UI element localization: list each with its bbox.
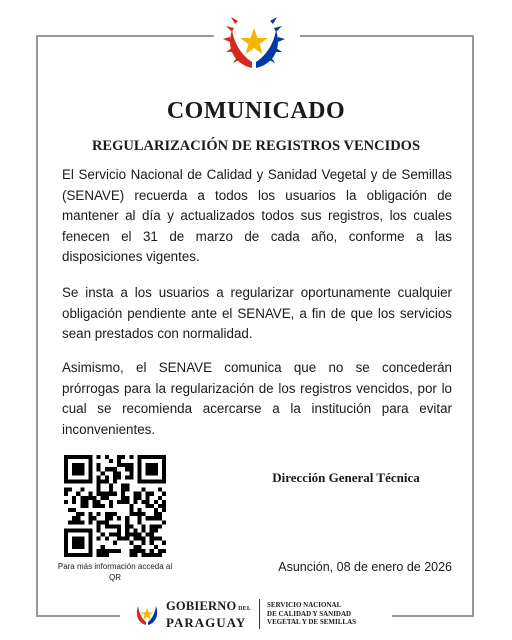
qr-caption: Para más información acceda al QR bbox=[57, 562, 173, 582]
qr-code-icon[interactable] bbox=[64, 455, 166, 557]
page-title: COMUNICADO bbox=[166, 98, 346, 124]
government-emblem-icon bbox=[134, 601, 160, 627]
agency-name: SERVICIO NACIONAL DE CALIDAD Y SANIDAD VEGETAL Y DE SEMILLAS bbox=[267, 601, 357, 627]
paraguay-emblem-icon bbox=[222, 12, 286, 74]
footer-logos bbox=[134, 596, 356, 632]
signature-department: Dirección General Técnica bbox=[272, 470, 420, 485]
document-date: Asunción, 08 de enero de 2026 bbox=[278, 560, 452, 574]
paragraph-3: Asimismo, el SENAVE comunica que no se concederán prórrogas para la regularización de los registros vencidos, por lo cual se recomienda acercarse a la institución para evitar inconvenientes. bbox=[62, 360, 452, 437]
footer-divider bbox=[259, 599, 260, 629]
paragraph-1: El Servicio Nacional de Calidad y Sanidad Vegetal y de Semillas (SENAVE) recuerda a todos los usuarios la obligación de mantener al día y actualizados todos sus registros, los cuales fenecen el 31 de marzo de cada año, conforme a las disposiciones vigentes. bbox=[62, 167, 452, 264]
page-subtitle: REGULARIZACIÓN DE REGISTROS VENCIDOS bbox=[91, 138, 421, 154]
paragraph-2: Se insta a los usuarios a regularizar oportunamente cualquier obligación pendiente ante el SENAVE, a fin de que los servicios sean prestados con normalidad. bbox=[62, 285, 452, 341]
government-logo-text: GOBIERNO DEL PARAGUAY bbox=[166, 598, 252, 630]
